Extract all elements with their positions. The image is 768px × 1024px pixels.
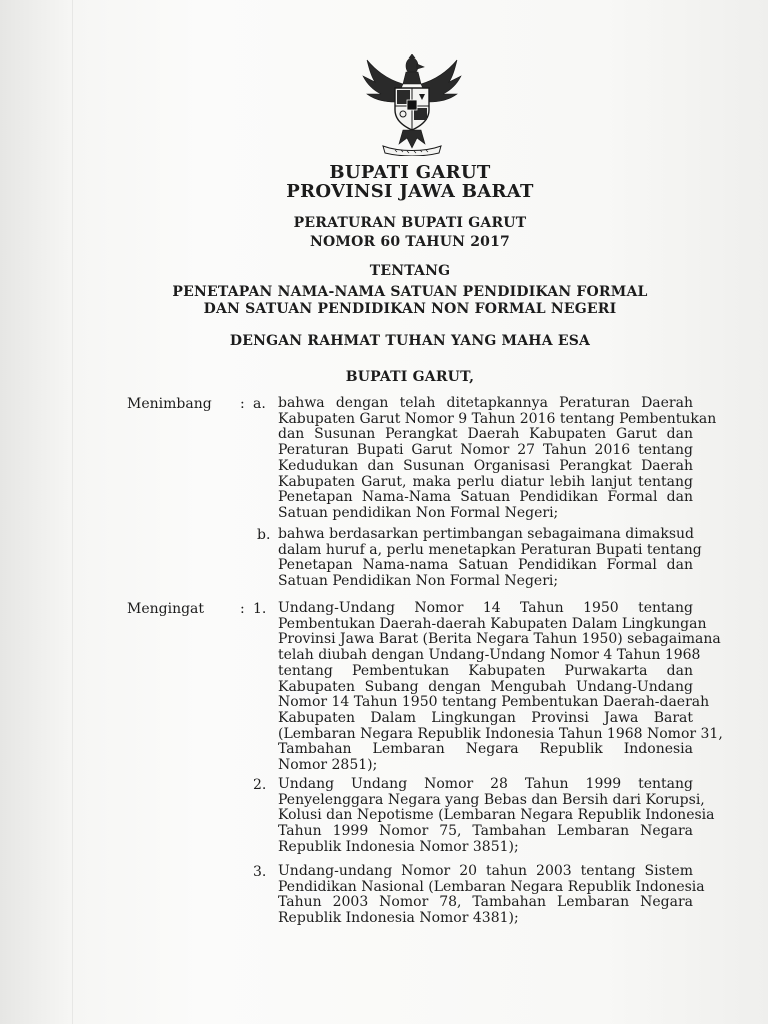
text-line: Kabupaten Garut Nomor 9 Tahun 2016 tentang Pembentukan <box>278 410 717 427</box>
text-line: Republik Indonesia Nomor 3851); <box>278 838 519 855</box>
blessing-line: DENGAN RAHMAT TUHAN YANG MAHA ESA <box>229 333 591 349</box>
menimbang-colon: : <box>240 396 245 412</box>
menimbang-label: Menimbang <box>127 396 212 412</box>
subject-line-1: PENETAPAN NAMA-NAMA SATUAN PENDIDIKAN FORMAL <box>172 284 648 300</box>
text-line: Tahun 2003 Nomor 78, Tambahan Lembaran Negara <box>278 894 693 911</box>
subject-line-2: DAN SATUAN PENDIDIKAN NON FORMAL NEGERI <box>203 301 617 317</box>
text-line: Undang Undang Nomor 28 Tahun 1999 tentang <box>278 776 693 792</box>
page-fold-shadow <box>72 0 73 1024</box>
issuer-title: BUPATI GARUT <box>329 162 491 183</box>
text-line: Satuan Pendidikan Non Formal Negeri; <box>278 573 559 590</box>
text-line: dalam huruf a, perlu menetapkan Peraturan Bupati tentang <box>278 541 702 558</box>
text-line: Kedudukan dan Susunan Organisasi Perangkat Daerah <box>278 457 693 474</box>
text-line: Penetapan Nama-Nama Satuan Pendidikan Formal dan <box>278 489 693 506</box>
text-line: Tambahan Lembaran Negara Republik Indonesia <box>278 741 693 758</box>
text-line: Penyelenggara Negara yang Bebas dan Bersih dari Korupsi, <box>278 791 705 808</box>
text-line: Nomor 14 Tahun 1950 tentang Pembentukan Daerah-daerah <box>278 694 710 711</box>
text-line: Kabupaten Subang dengan Mengubah Undang-Undang <box>278 678 693 695</box>
text-line: telah diubah dengan Undang-Undang Nomor 4 Tahun 1968 <box>278 647 701 664</box>
text-line: Penetapan Nama-nama Satuan Pendidikan Formal dan <box>278 557 693 574</box>
text-line: Nomor 2851); <box>278 757 378 774</box>
text-line: bahwa dengan telah ditetapkannya Peraturan Daerah <box>278 395 693 411</box>
text-line: Undang-Undang Nomor 14 Tahun 1950 tentang <box>278 600 693 616</box>
menimbang-item-b <box>278 526 702 590</box>
issuer-heading: BUPATI GARUT, <box>345 369 475 385</box>
garuda-emblem-icon <box>359 54 465 156</box>
regulation-title: PERATURAN BUPATI GARUT <box>293 215 527 231</box>
about-heading: TENTANG <box>369 263 451 279</box>
mengingat-item-1 <box>278 600 723 774</box>
text-line: dan Susunan Perangkat Daerah Kabupaten Garut dan <box>278 426 693 443</box>
text-line: Tahun 1999 Nomor 75, Tambahan Lembaran Negara <box>278 823 693 840</box>
text-line: Kolusi dan Nepotisme (Lembaran Negara Republik Indonesia <box>278 807 715 824</box>
text-line: Peraturan Bupati Garut Nomor 27 Tahun 2016 tentang <box>278 442 693 459</box>
regulation-number: NOMOR 60 TAHUN 2017 <box>310 234 510 250</box>
mengingat-label: Mengingat <box>127 601 205 617</box>
text-line: Satuan pendidikan Non Formal Negeri; <box>278 504 559 521</box>
text-line: Republik Indonesia Nomor 4381); <box>278 910 519 927</box>
mengingat-marker-2: 2. <box>253 777 267 793</box>
text-line: Provinsi Jawa Barat (Berita Negara Tahun 1950) sebagaimana <box>278 631 721 648</box>
text-line: Pendidikan Nasional (Lembaran Negara Republik Indonesia <box>278 878 705 895</box>
menimbang-marker-b: b. <box>257 527 271 543</box>
text-line: Undang-undang Nomor 20 tahun 2003 tentang Sistem <box>278 863 693 879</box>
text-line: tentang Pembentukan Kabupaten Purwakarta dan <box>278 662 693 679</box>
text-line: bahwa berdasarkan pertimbangan sebagaimana dimaksud <box>278 526 695 542</box>
text-line: Kabupaten Garut, maka perlu diatur lebih lanjut tentang <box>278 473 693 490</box>
menimbang-item-a <box>278 395 717 522</box>
mengingat-marker-3: 3. <box>253 864 267 880</box>
text-line: Pembentukan Daerah-daerah Kabupaten Dalam Lingkungan <box>278 615 707 632</box>
mengingat-item-3 <box>278 863 705 927</box>
text-line: Kabupaten Dalam Lingkungan Provinsi Jawa Barat <box>278 709 693 726</box>
mengingat-marker-1: 1. <box>253 601 267 617</box>
menimbang-marker-a: a. <box>253 396 266 412</box>
mengingat-item-2 <box>278 776 715 856</box>
text-line: (Lembaran Negara Republik Indonesia Tahun 1968 Nomor 31, <box>278 725 723 742</box>
mengingat-colon: : <box>240 601 245 617</box>
province-title: PROVINSI JAWA BARAT <box>286 181 534 202</box>
